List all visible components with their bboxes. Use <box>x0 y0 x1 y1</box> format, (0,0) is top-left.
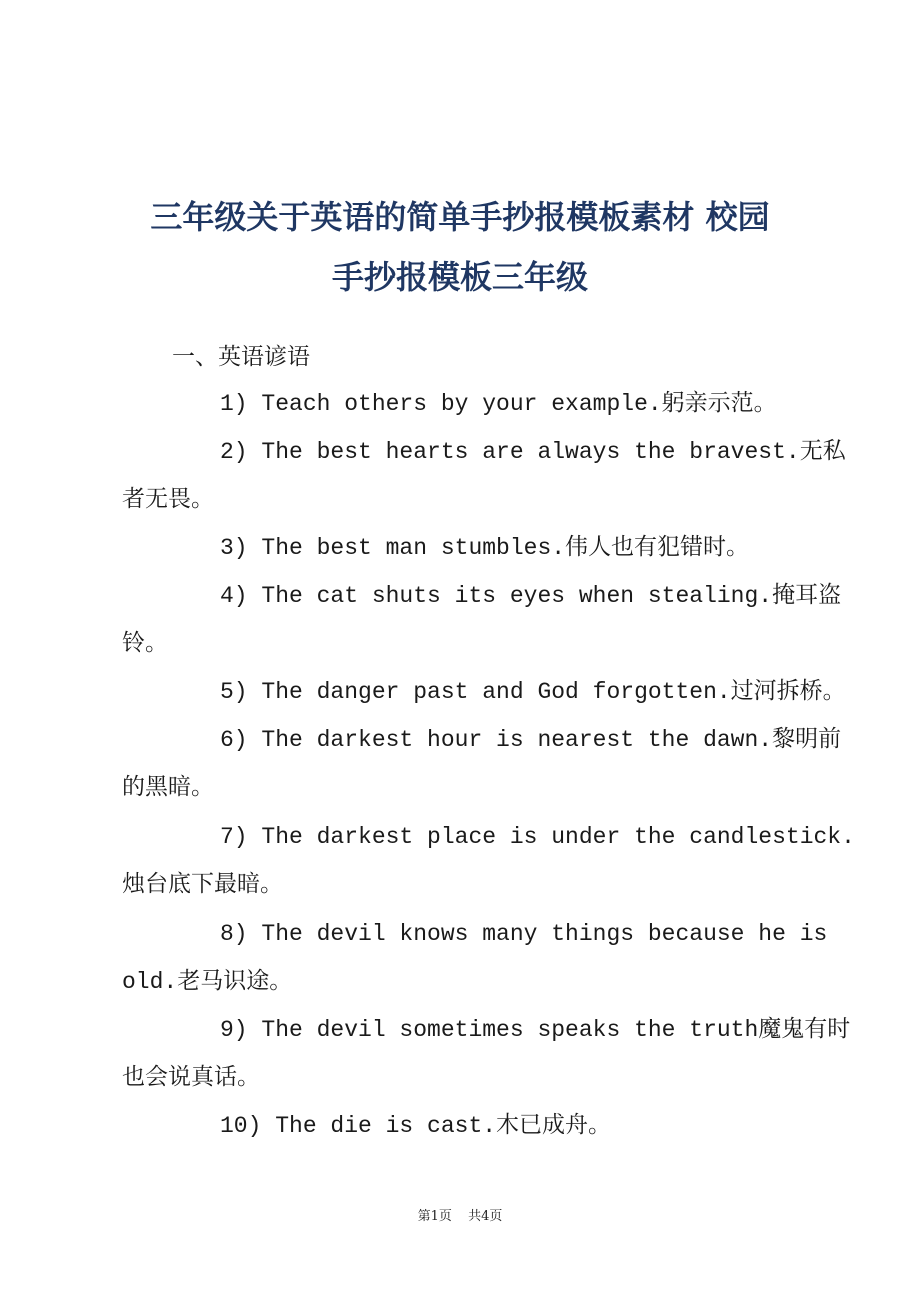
proverb-item-2 <box>122 428 846 524</box>
proverb-line: 1) Teach others by your example.躬亲示范。 <box>220 391 777 417</box>
proverb-line: 4) The cat shuts its eyes when stealing.掩耳盗 <box>220 583 842 609</box>
proverb-item-10 <box>122 1102 806 1150</box>
proverb-line: 3) The best man stumbles.伟人也有犯错时。 <box>220 535 750 561</box>
proverb-continuation: 者无畏。 <box>122 487 214 513</box>
proverb-item-5 <box>122 668 846 716</box>
proverb-item-4 <box>122 572 842 668</box>
document-title <box>110 187 810 307</box>
proverb-line: 10) The die is cast.木已成舟。 <box>220 1113 612 1139</box>
proverb-continuation: 铃。 <box>122 631 168 657</box>
proverb-continuation: 的黑暗。 <box>122 775 214 801</box>
proverb-line: 2) The best hearts are always the bravest.无私 <box>220 439 846 465</box>
section-heading: 一、英语谚语 <box>172 345 310 371</box>
proverb-line: 7) The darkest place is under the candlestick. <box>220 824 855 850</box>
title-line-2: 手抄报模板三年级 <box>331 258 588 296</box>
proverb-line: 5) The danger past and God forgotten.过河拆桥。 <box>220 679 846 705</box>
proverb-item-8 <box>122 910 828 1006</box>
proverb-continuation: 也会说真话。 <box>122 1065 260 1091</box>
proverb-line: 9) The devil sometimes speaks the truth魔鬼有时 <box>220 1017 851 1043</box>
proverb-line: 6) The darkest hour is nearest the dawn.黎明前 <box>220 727 842 753</box>
title-line-1: 三年级关于英语的简单手抄报模板素材 校园 <box>150 198 770 236</box>
proverb-item-6 <box>122 716 842 812</box>
proverb-item-9 <box>122 1006 851 1102</box>
proverb-line: 8) The devil knows many things because he is <box>220 921 828 947</box>
page-total: 共4页 <box>468 1209 503 1224</box>
proverb-continuation: old.老马识途。 <box>122 969 293 995</box>
proverb-continuation: 烛台底下最暗。 <box>122 872 283 898</box>
page-number: 第1页 <box>417 1209 452 1224</box>
proverb-item-3 <box>122 524 806 572</box>
proverb-item-1 <box>122 380 806 428</box>
proverb-item-7 <box>122 813 855 909</box>
page-footer <box>0 1205 920 1224</box>
